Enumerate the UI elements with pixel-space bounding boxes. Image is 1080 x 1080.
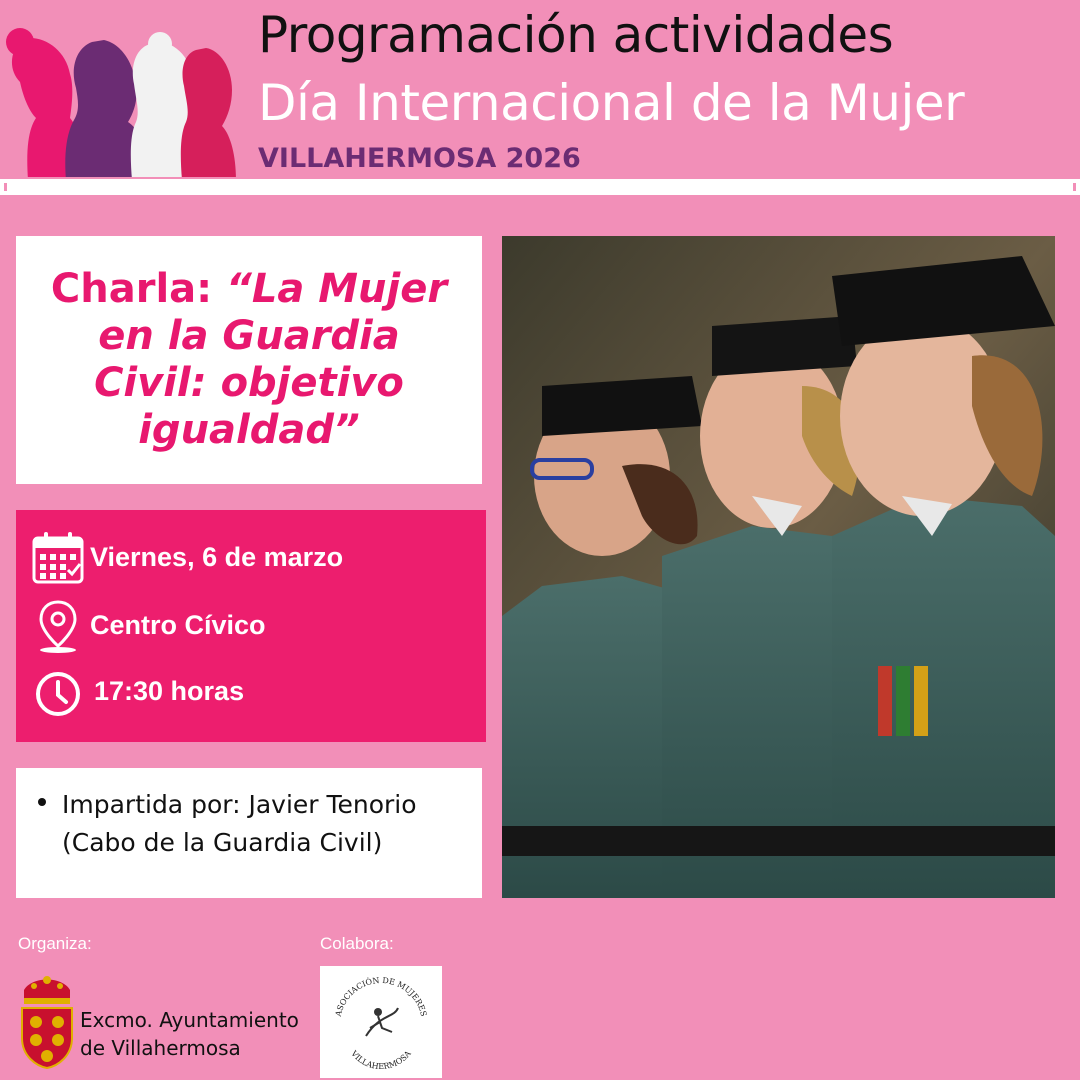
info-row-time: [16, 662, 486, 722]
guardia-civil-photo: [502, 236, 1055, 898]
header-divider: [0, 177, 1080, 197]
clock-icon: [30, 666, 86, 722]
villahermosa-crest-logo: [18, 972, 76, 1070]
event-info-card: [16, 510, 486, 742]
charla-title-card: [16, 236, 482, 484]
organiza-label: Organiza:: [18, 934, 92, 953]
title-villahermosa: VILLAHERMOSA 2026: [258, 143, 581, 174]
asociacion-mujeres-logo: [320, 966, 442, 1078]
calendar-icon: [30, 530, 86, 586]
women-silhouettes-logo: [0, 20, 245, 180]
title-programacion: Programación actividades: [258, 6, 894, 64]
colabora-label: Colabora:: [320, 934, 394, 953]
header: [0, 0, 1080, 180]
charla-prefix: Charla:: [50, 266, 227, 312]
ayto-line1: Excmo. Ayuntamiento: [80, 1008, 299, 1032]
charla-title: [16, 266, 482, 454]
bullet-dot: [38, 798, 46, 806]
speaker-text: Impartida por: Javier Tenorio (Cabo de la Guardia Civil): [62, 790, 417, 857]
event-time: 17:30 horas: [94, 676, 245, 706]
ayuntamiento-name: [80, 1006, 299, 1062]
ayto-line2: de Villahermosa: [80, 1036, 241, 1060]
info-row-place: [16, 596, 486, 656]
charla-quote: “La Mujer en la Guardia Civil: objetivo igualdad”: [94, 266, 448, 453]
assoc-bottom-text: VILLAHERMOSA: [349, 1049, 413, 1072]
speaker-card: [16, 768, 482, 898]
title-dia-internacional: Día Internacional de la Mujer: [258, 74, 965, 132]
assoc-top-text: ASOCIACIÓN DE MUJERES: [333, 975, 429, 1018]
location-pin-icon: [30, 598, 86, 654]
event-place: Centro Cívico: [90, 610, 266, 640]
info-row-date: [16, 530, 486, 590]
event-date: Viernes, 6 de marzo: [90, 542, 344, 572]
